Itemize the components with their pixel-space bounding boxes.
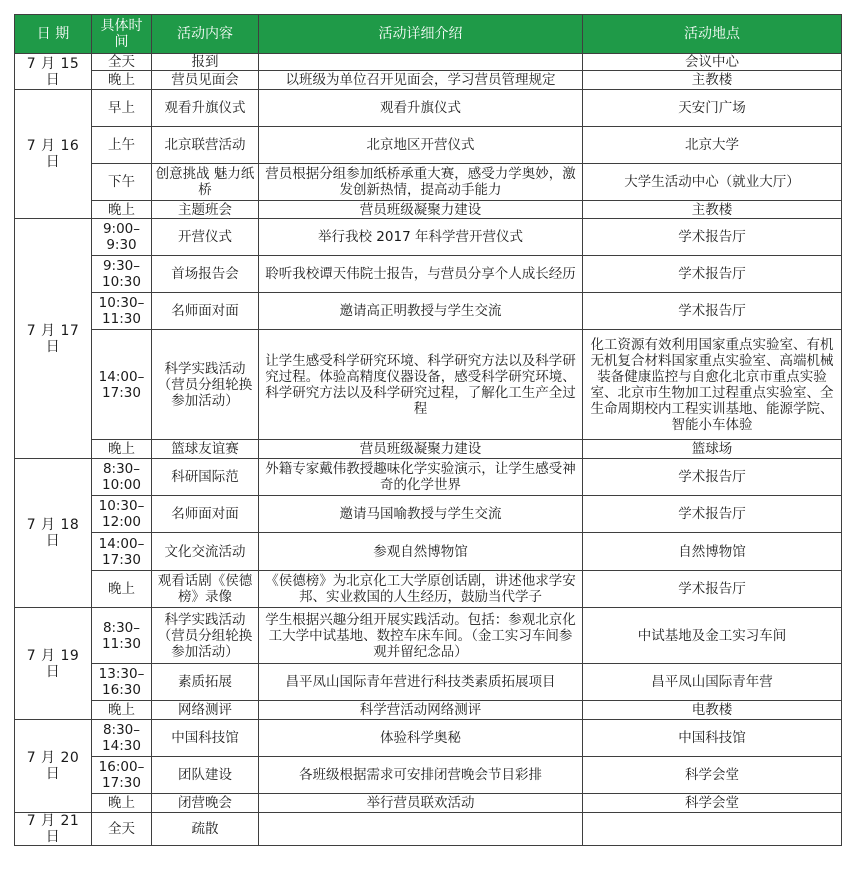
activity-cell: 科学实践活动（营员分组轮换参加活动） xyxy=(152,608,259,664)
activity-cell: 开营仪式 xyxy=(152,219,259,256)
schedule-table xyxy=(14,14,842,846)
location-cell: 学术报告厅 xyxy=(583,459,842,496)
time-cell: 10:30–11:30 xyxy=(92,293,152,330)
table-row xyxy=(15,127,842,164)
time-cell: 早上 xyxy=(92,90,152,127)
location-cell: 会议中心 xyxy=(583,54,842,71)
location-cell: 北京大学 xyxy=(583,127,842,164)
location-cell: 昌平凤山国际青年营 xyxy=(583,664,842,701)
activity-cell: 中国科技馆 xyxy=(152,720,259,757)
table-row xyxy=(15,664,842,701)
time-cell: 上午 xyxy=(92,127,152,164)
activity-cell: 首场报告会 xyxy=(152,256,259,293)
location-cell xyxy=(583,813,842,846)
detail-cell: 邀请高正明教授与学生交流 xyxy=(259,293,583,330)
time-cell: 晚上 xyxy=(92,71,152,90)
location-cell: 电教楼 xyxy=(583,701,842,720)
time-cell: 8:30–10:00 xyxy=(92,459,152,496)
activity-cell: 观看话剧《侯德榜》录像 xyxy=(152,571,259,608)
table-row xyxy=(15,219,842,256)
detail-cell: 北京地区开营仪式 xyxy=(259,127,583,164)
table-row xyxy=(15,330,842,440)
time-cell: 晚上 xyxy=(92,201,152,219)
time-cell: 9:30–10:30 xyxy=(92,256,152,293)
time-cell: 晚上 xyxy=(92,571,152,608)
table-row xyxy=(15,533,842,571)
detail-cell xyxy=(259,813,583,846)
detail-cell xyxy=(259,54,583,71)
time-cell: 13:30–16:30 xyxy=(92,664,152,701)
table-row xyxy=(15,757,842,794)
time-cell: 9:00–9:30 xyxy=(92,219,152,256)
table-row xyxy=(15,293,842,330)
detail-cell: 以班级为单位召开见面会，学习营员管理规定 xyxy=(259,71,583,90)
location-cell: 科学会堂 xyxy=(583,757,842,794)
detail-cell: 举行我校 2017 年科学营开营仪式 xyxy=(259,219,583,256)
activity-cell: 网络测评 xyxy=(152,701,259,720)
location-cell: 主教楼 xyxy=(583,201,842,219)
table-row xyxy=(15,164,842,201)
detail-cell: 外籍专家戴伟教授趣味化学实验演示，让学生感受神奇的化学世界 xyxy=(259,459,583,496)
date-cell: 7 月 20 日 xyxy=(15,720,92,813)
detail-cell: 举行营员联欢活动 xyxy=(259,794,583,813)
date-cell: 7 月 15 日 xyxy=(15,54,92,90)
activity-cell: 闭营晚会 xyxy=(152,794,259,813)
table-row xyxy=(15,571,842,608)
table-row xyxy=(15,201,842,219)
time-cell: 下午 xyxy=(92,164,152,201)
detail-cell: 营员班级凝聚力建设 xyxy=(259,440,583,459)
activity-cell: 团队建设 xyxy=(152,757,259,794)
activity-cell: 北京联营活动 xyxy=(152,127,259,164)
header-activity: 活动内容 xyxy=(152,15,259,54)
location-cell: 大学生活动中心（就业大厅） xyxy=(583,164,842,201)
header-location: 活动地点 xyxy=(583,15,842,54)
date-cell: 7 月 18 日 xyxy=(15,459,92,608)
activity-cell: 篮球友谊赛 xyxy=(152,440,259,459)
detail-cell: 聆听我校谭天伟院士报告，与营员分享个人成长经历 xyxy=(259,256,583,293)
activity-cell: 素质拓展 xyxy=(152,664,259,701)
activity-cell: 名师面对面 xyxy=(152,293,259,330)
location-cell: 科学会堂 xyxy=(583,794,842,813)
time-cell: 8:30–14:30 xyxy=(92,720,152,757)
location-cell: 学术报告厅 xyxy=(583,571,842,608)
detail-cell: 参观自然博物馆 xyxy=(259,533,583,571)
activity-cell: 名师面对面 xyxy=(152,496,259,533)
detail-cell: 科学营活动网络测评 xyxy=(259,701,583,720)
table-row xyxy=(15,496,842,533)
table-row xyxy=(15,813,842,846)
table-row xyxy=(15,440,842,459)
table-row xyxy=(15,54,842,71)
header-row xyxy=(15,15,842,54)
table-row xyxy=(15,701,842,720)
table-row xyxy=(15,720,842,757)
time-cell: 8:30–11:30 xyxy=(92,608,152,664)
location-cell: 自然博物馆 xyxy=(583,533,842,571)
detail-cell: 观看升旗仪式 xyxy=(259,90,583,127)
detail-cell: 营员根据分组参加纸桥承重大赛，感受力学奥妙，激发创新热情，提高动手能力 xyxy=(259,164,583,201)
header-detail: 活动详细介绍 xyxy=(259,15,583,54)
location-cell: 学术报告厅 xyxy=(583,293,842,330)
schedule-body xyxy=(15,54,842,846)
date-cell: 7 月 17 日 xyxy=(15,219,92,459)
table-row xyxy=(15,71,842,90)
detail-cell: 邀请马国喻教授与学生交流 xyxy=(259,496,583,533)
header-time: 具体时间 xyxy=(92,15,152,54)
location-cell: 中国科技馆 xyxy=(583,720,842,757)
date-cell: 7 月 16 日 xyxy=(15,90,92,219)
table-row xyxy=(15,256,842,293)
time-cell: 14:00–17:30 xyxy=(92,330,152,440)
location-cell: 学术报告厅 xyxy=(583,219,842,256)
location-cell: 天安门广场 xyxy=(583,90,842,127)
activity-cell: 营员见面会 xyxy=(152,71,259,90)
date-cell: 7 月 19 日 xyxy=(15,608,92,720)
activity-cell: 创意挑战 魅力纸桥 xyxy=(152,164,259,201)
location-cell: 主教楼 xyxy=(583,71,842,90)
detail-cell: 体验科学奥秘 xyxy=(259,720,583,757)
activity-cell: 科研国际范 xyxy=(152,459,259,496)
time-cell: 晚上 xyxy=(92,701,152,720)
detail-cell: 昌平凤山国际青年营进行科技类素质拓展项目 xyxy=(259,664,583,701)
activity-cell: 报到 xyxy=(152,54,259,71)
location-cell: 中试基地及金工实习车间 xyxy=(583,608,842,664)
detail-cell: 《侯德榜》为北京化工大学原创话剧，讲述他求学安邦、实业救国的人生经历，鼓励当代学子 xyxy=(259,571,583,608)
activity-cell: 科学实践活动（营员分组轮换参加活动） xyxy=(152,330,259,440)
detail-cell: 营员班级凝聚力建设 xyxy=(259,201,583,219)
activity-cell: 文化交流活动 xyxy=(152,533,259,571)
table-row xyxy=(15,459,842,496)
time-cell: 全天 xyxy=(92,54,152,71)
location-cell: 篮球场 xyxy=(583,440,842,459)
time-cell: 全天 xyxy=(92,813,152,846)
activity-cell: 观看升旗仪式 xyxy=(152,90,259,127)
header-date: 日 期 xyxy=(15,15,92,54)
time-cell: 16:00–17:30 xyxy=(92,757,152,794)
activity-cell: 主题班会 xyxy=(152,201,259,219)
location-cell: 学术报告厅 xyxy=(583,496,842,533)
date-cell: 7 月 21 日 xyxy=(15,813,92,846)
location-cell: 学术报告厅 xyxy=(583,256,842,293)
time-cell: 晚上 xyxy=(92,794,152,813)
location-cell: 化工资源有效利用国家重点实验室、有机无机复合材料国家重点实验室、高端机械装备健康监控与自愈化北京市重点实验室、北京市生物加工过程重点实验室、全生命周期校内工程实训基地、能源学院、智能小车体验 xyxy=(583,330,842,440)
detail-cell: 学生根据兴趣分组开展实践活动。包括：参观北京化工大学中试基地、数控车床车间。（金工实习车间参观并留纪念品） xyxy=(259,608,583,664)
table-row xyxy=(15,608,842,664)
table-row xyxy=(15,794,842,813)
time-cell: 14:00–17:30 xyxy=(92,533,152,571)
detail-cell: 各班级根据需求可安排闭营晚会节目彩排 xyxy=(259,757,583,794)
schedule-wrapper xyxy=(14,14,841,846)
time-cell: 晚上 xyxy=(92,440,152,459)
detail-cell: 让学生感受科学研究环境、科学研究方法以及科学研究过程。体验高精度仪器设备，感受科学研究环境、科学研究方法以及科学研究过程，了解化工生产全过程 xyxy=(259,330,583,440)
activity-cell: 疏散 xyxy=(152,813,259,846)
table-row xyxy=(15,90,842,127)
time-cell: 10:30–12:00 xyxy=(92,496,152,533)
